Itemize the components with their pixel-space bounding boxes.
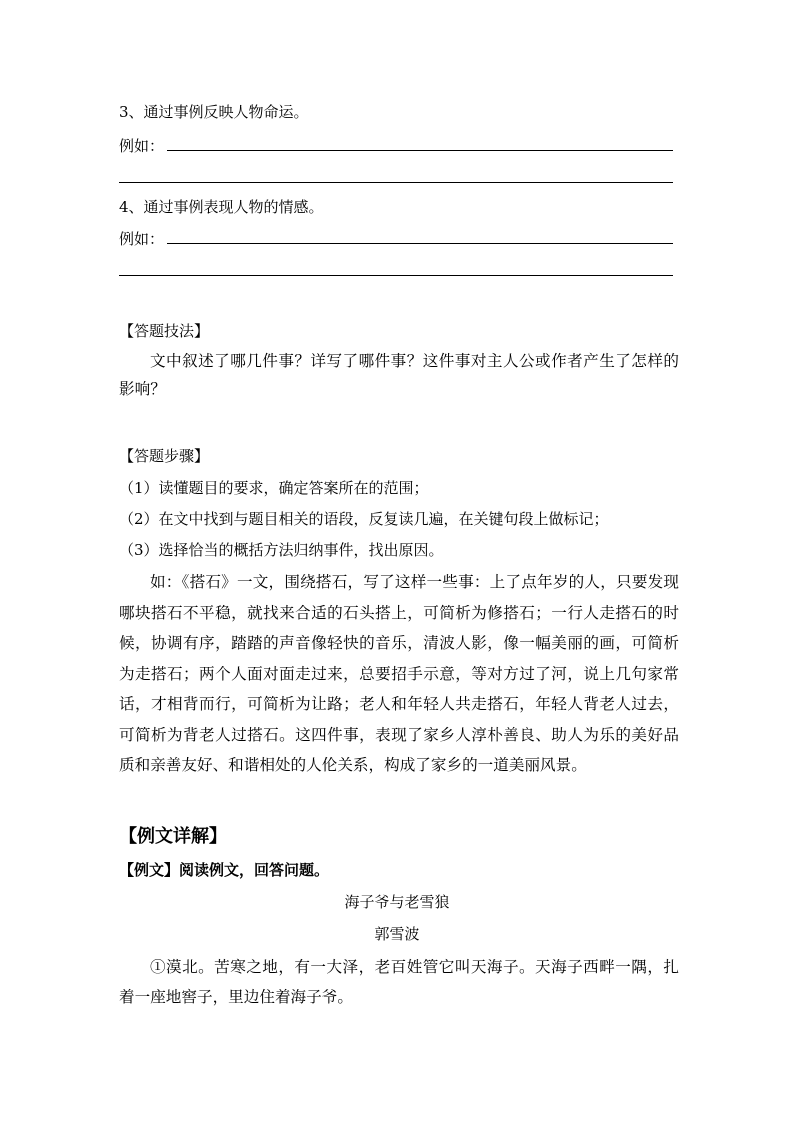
technique-text: 文中叙述了哪几件事？详写了哪件事？这件事对主人公或作者产生了怎样的影响？ bbox=[119, 352, 679, 398]
question-4-title: 4、通过事例表现人物的情感。 bbox=[119, 198, 324, 216]
article-author: 郭雪波 bbox=[374, 925, 420, 943]
step-item: （3）选择恰当的概括方法归纳事件，找出原因。 bbox=[119, 541, 444, 559]
question-3-example-label: 例如： bbox=[119, 137, 165, 155]
step-item: （1）读懂题目的要求，确定答案所在的范围； bbox=[119, 479, 429, 497]
answer-line bbox=[119, 182, 673, 183]
article-title: 海子爷与老雪狼 bbox=[344, 893, 450, 911]
answer-line bbox=[119, 275, 673, 276]
question-4-example-label: 例如： bbox=[119, 230, 165, 248]
question-3-title: 3、通过事例反映人物命运。 bbox=[119, 103, 309, 121]
technique-heading: 【答题技法】 bbox=[119, 322, 210, 340]
article-paragraph: ①漠北。苦寒之地，有一大泽，老百姓管它叫天海子。天海子西畔一隅，扎着一座地窖子，里边住着海子爷。 bbox=[119, 958, 679, 1006]
example-section-heading: 【例文详解】 bbox=[119, 826, 227, 847]
example-paragraph: 如：《搭石》一文，围绕搭石，写了这样一些事：上了点年岁的人，只要发现哪块搭石不平稳，就找来合适的石头搭上，可简析为修搭石；一行人走搭石的时候，协调有序，踏踏的声音像轻快的音乐，清波人影，像一幅美丽的画，可简析为走搭石；两个人面对面走过来，总要招手示意，等对方过了河，说上几句家常话，才相背而行，可简析为让路；老人和年轻人共走搭石，年轻人背老人过去，可简析为背老人过搭石。这四件事，表现了家乡人淳朴善良、助人为乐的美好品质和亲善友好、和谐相处的人伦关系，构成了家乡的一道美丽风景。 bbox=[119, 573, 679, 774]
answer-line bbox=[167, 150, 673, 151]
step-item: （2）在文中找到与题目相关的语段，反复读几遍，在关键句段上做标记； bbox=[119, 510, 609, 528]
steps-heading: 【答题步骤】 bbox=[119, 447, 210, 465]
example-instruction: 【例文】阅读例文，回答问题。 bbox=[119, 861, 330, 879]
answer-line bbox=[167, 243, 673, 244]
